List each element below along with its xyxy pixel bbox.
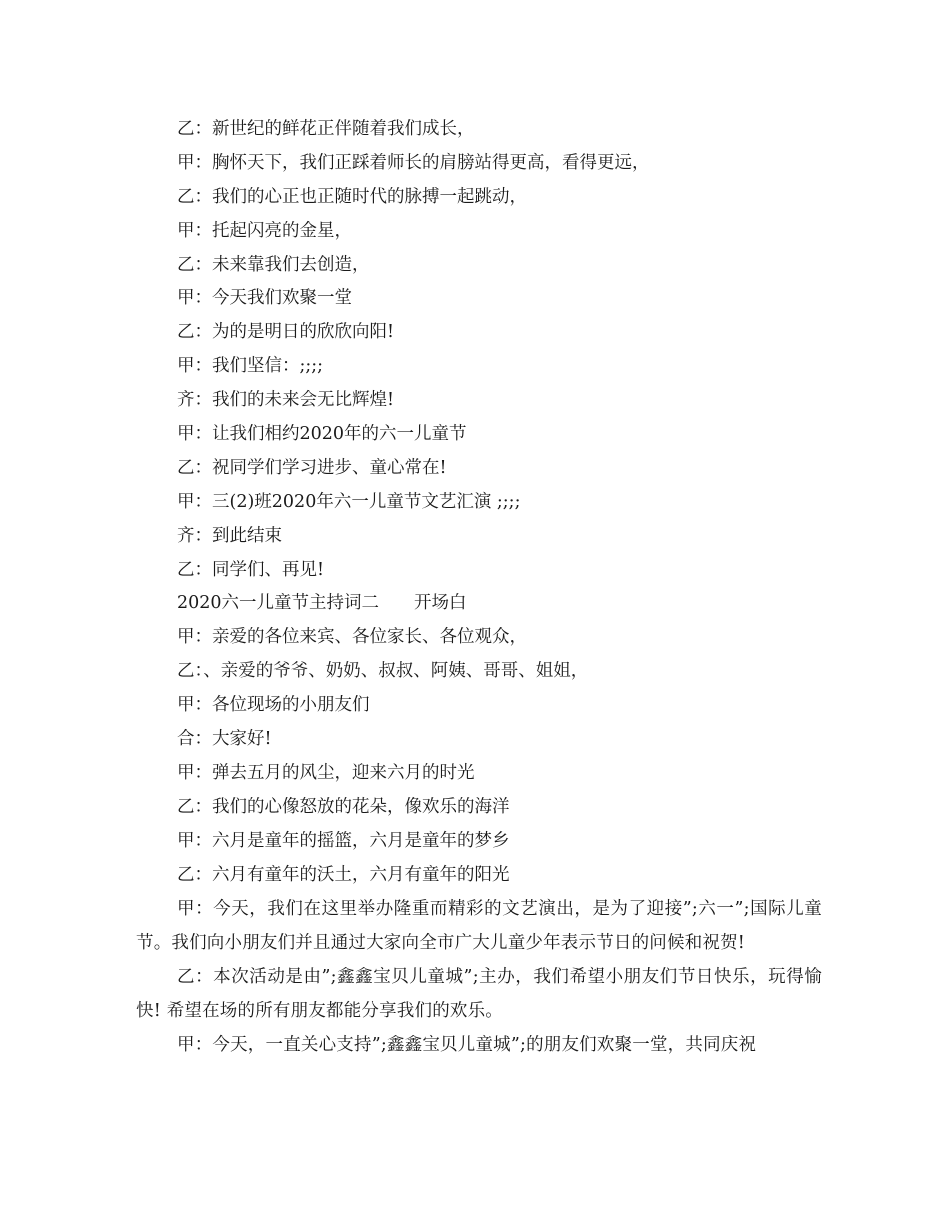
dialogue-line: 乙：未来靠我们去创造，	[177, 254, 370, 275]
dialogue-paragraph: 乙：本次活动是由”;鑫鑫宝贝儿童城”;主办，我们希望小朋友们节日快乐，玩得愉快! 希望在场的所有朋友都能分享我们的欢乐。	[136, 967, 822, 1021]
dialogue-line: 乙：同学们、再见!	[177, 559, 325, 580]
dialogue-line: 乙：为的是明日的欣欣向阳!	[177, 322, 395, 343]
dialogue-line: 甲：我们坚信：;;;;	[177, 356, 324, 377]
dialogue-line: 齐：我们的未来会无比辉煌!	[177, 390, 395, 411]
dialogue-line: 甲：今天我们欢聚一堂	[177, 288, 352, 309]
dialogue-line: 甲：三(2)班2020年六一儿童节文艺汇演 ;;;;	[177, 491, 521, 512]
document-body	[136, 113, 822, 1063]
dialogue-line: 甲：六月是童年的摇篮，六月是童年的梦乡	[177, 830, 510, 851]
dialogue-paragraph: 甲：今天，一直关心支持”;鑫鑫宝贝儿童城”;的朋友们欢聚一堂，共同庆祝	[177, 1035, 757, 1056]
dialogue-line: 甲：各位现场的小朋友们	[177, 695, 370, 716]
dialogue-line: 甲：亲爱的各位来宾、各位家长、各位观众，	[177, 627, 527, 648]
dialogue-line: 乙：、亲爱的爷爷、奶奶、叔叔、阿姨、哥哥、姐姐，	[177, 661, 589, 682]
dialogue-line: 甲：胸怀天下，我们正踩着师长的肩膀站得更高，看得更远，	[177, 152, 650, 173]
dialogue-line: 合：大家好!	[177, 729, 272, 750]
dialogue-paragraph: 甲：今天，我们在这里举办隆重而精彩的文艺演出，是为了迎接”;六一”;国际儿童节。我们向小朋友们并且通过大家向全市广大儿童少年表示节日的问候和祝贺!	[136, 899, 822, 953]
dialogue-line: 甲：让我们相约2020年的六一儿童节	[177, 424, 467, 445]
dialogue-line: 乙：我们的心像怒放的花朵，像欢乐的海洋	[177, 796, 510, 817]
dialogue-line: 甲：托起闪亮的金星，	[177, 220, 352, 241]
dialogue-line: 齐：到此结束	[177, 525, 282, 546]
dialogue-line: 甲：弹去五月的风尘，迎来六月的时光	[177, 762, 475, 783]
dialogue-line: 乙：祝同学们学习进步、童心常在!	[177, 457, 447, 478]
section-heading: 2020六一儿童节主持词二 开场白	[177, 593, 467, 614]
dialogue-line: 乙：新世纪的鲜花正伴随着我们成长，	[177, 119, 475, 139]
dialogue-line: 乙：六月有童年的沃土，六月有童年的阳光	[177, 864, 510, 885]
dialogue-line: 乙：我们的心正也正随时代的脉搏一起跳动，	[177, 186, 527, 207]
